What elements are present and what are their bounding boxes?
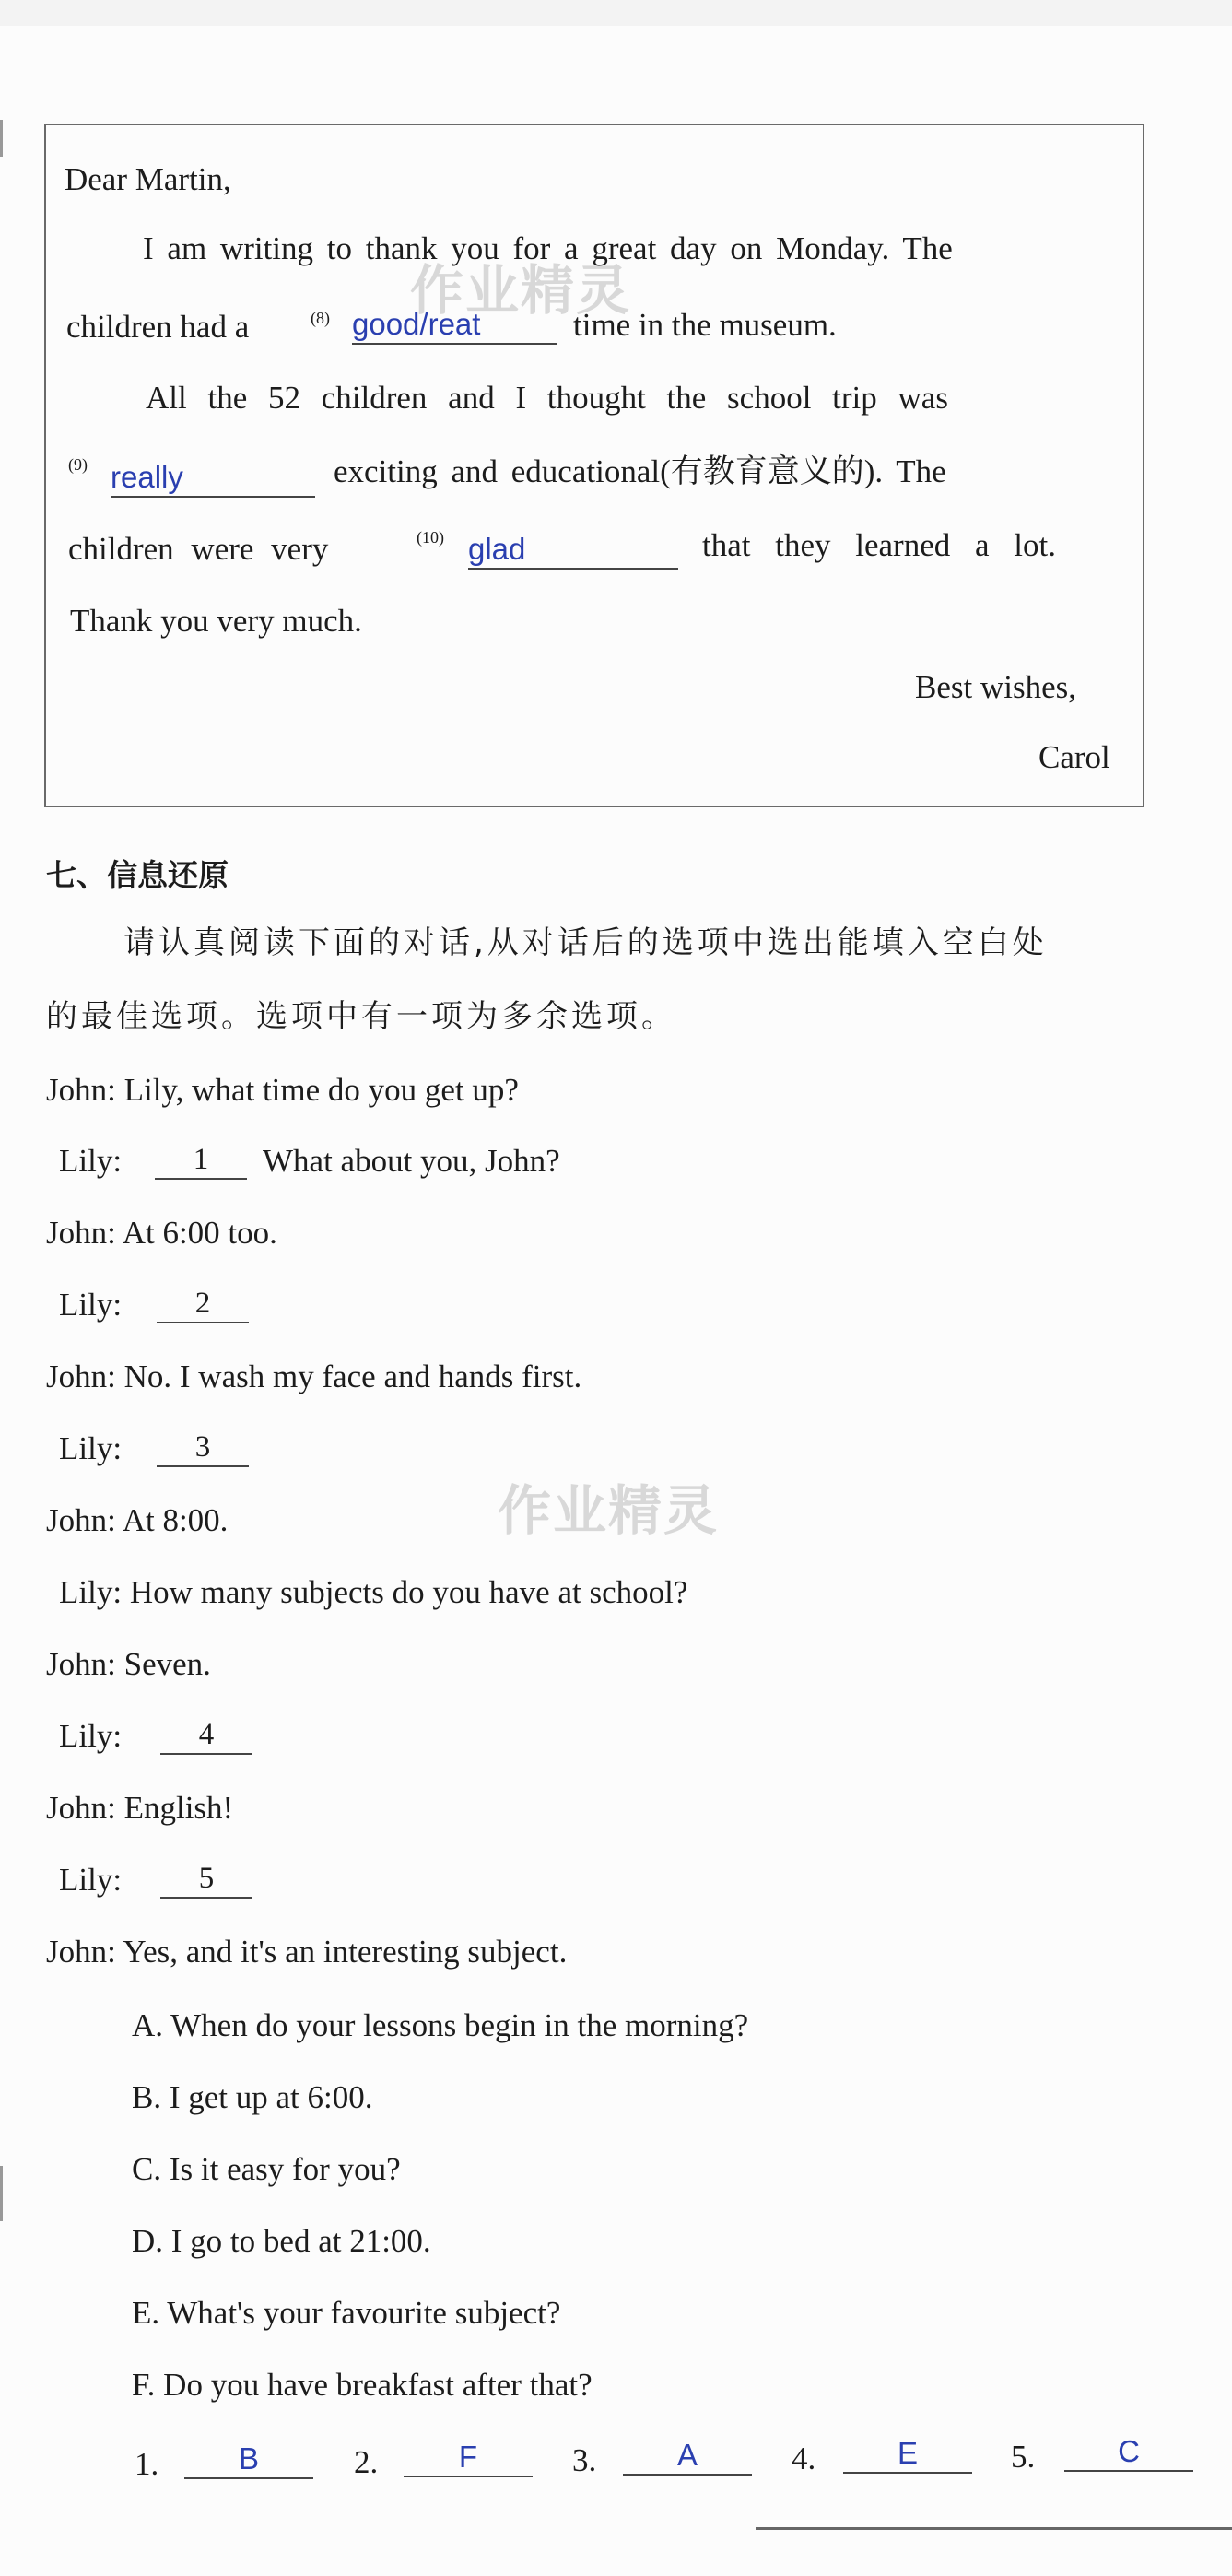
dialogue-text: At 6:00 too. [122,1215,277,1251]
dialogue-text: English! [123,1790,234,1826]
answer-number: 3. [572,2442,597,2478]
dialogue-line [46,1646,211,1683]
speaker: John: [46,1215,116,1251]
letter-line: children were very [68,531,329,567]
dialogue-text: No. I wash my face and hands first. [123,1359,582,1394]
speaker: Lily: [59,1430,123,1466]
speaker: John: [46,1790,116,1826]
dialogue-blank: 2 [157,1285,249,1323]
dialogue-line [59,1574,687,1611]
option-item: C. Is it easy for you? [132,2151,401,2187]
option-item: E. What's your favourite subject? [132,2295,561,2331]
page-top-margin [0,0,1232,26]
binding-mark [0,120,3,157]
dialogue-line [46,1215,277,1252]
letter-line: children had a [66,309,250,345]
speaker: John: [46,1934,116,1970]
answer-blank: E [843,2435,972,2474]
dialogue-blank: 1 [155,1141,247,1180]
letter-line: that they learned a lot. [702,527,1056,563]
letter-line: time in the museum. [573,307,837,343]
dialogue-line [46,1359,581,1395]
speaker: Lily: [59,1574,123,1610]
dialogue-blank: 5 [160,1860,252,1899]
answer-blank: B [184,2441,313,2479]
instruction-line: 请认真阅读下面的对话,从对话后的选项中选出能填入空白处 [123,924,1048,961]
option-item: B. I get up at 6:00. [132,2079,373,2115]
letter-line: All the 52 children and I thought the school trip was [146,380,948,416]
dialogue-line [46,1790,233,1827]
letter-signature: Carol [1038,739,1110,775]
letter-line: I am writing to thank you for a great day on Monday. The [143,230,953,266]
speaker: Lily: [59,1287,123,1323]
blank-number: (8) [311,309,330,327]
dialogue-text: Seven. [123,1646,211,1682]
answer-number: 1. [135,2446,159,2482]
letter-line: Thank you very much. [70,603,362,639]
dialogue-text: At 8:00. [122,1502,229,1538]
option-item: F. Do you have breakfast after that? [132,2367,593,2403]
footer-rule [756,2527,1232,2530]
speaker: Lily: [59,1718,123,1754]
dialogue-text: Yes, and it's an interesting subject. [123,1934,568,1970]
answer-blank-9: really [111,459,315,498]
speaker: John: [46,1359,116,1394]
dialogue-blank: 4 [160,1716,252,1755]
answer-blank: A [623,2437,752,2476]
letter-closing: Best wishes, [915,669,1076,705]
dialogue-line [46,1934,567,1970]
dialogue-line [46,1072,519,1109]
answer-number: 2. [354,2444,379,2480]
speaker: Lily: [59,1143,123,1179]
dialogue-text: Lily, what time do you get up? [123,1072,519,1108]
letter-salutation: Dear Martin, [65,161,231,197]
watermark: 作业精灵 [498,1479,720,1542]
instruction-line: 的最佳选项。选项中有一项为多余选项。 [46,998,676,1035]
watermark: 作业精灵 [410,259,632,322]
answer-blank-8: good/reat [352,306,557,345]
answer-blank-10: glad [468,531,678,570]
blank-number: (9) [68,455,88,474]
answer-blank: F [404,2439,533,2477]
answer-number: 4. [792,2441,816,2476]
letter-line: exciting and educational(有教育意义的). The [334,453,946,489]
speaker: Lily: [59,1862,123,1898]
dialogue-blank: 3 [157,1429,249,1467]
binding-mark [0,2166,3,2221]
dialogue-line [46,1502,228,1539]
option-item: D. I go to bed at 21:00. [132,2223,431,2259]
speaker: John: [46,1502,116,1538]
dialogue-text: What about you, John? [263,1143,560,1179]
answer-number: 5. [1011,2439,1036,2475]
blank-number: (10) [417,528,444,547]
answer-blank: C [1064,2433,1193,2472]
dialogue-text: How many subjects do you have at school? [129,1574,688,1610]
speaker: John: [46,1072,116,1108]
speaker: John: [46,1646,116,1682]
section-heading: 七、信息还原 [46,858,229,892]
option-item: A. When do your lessons begin in the morning? [132,2007,749,2043]
